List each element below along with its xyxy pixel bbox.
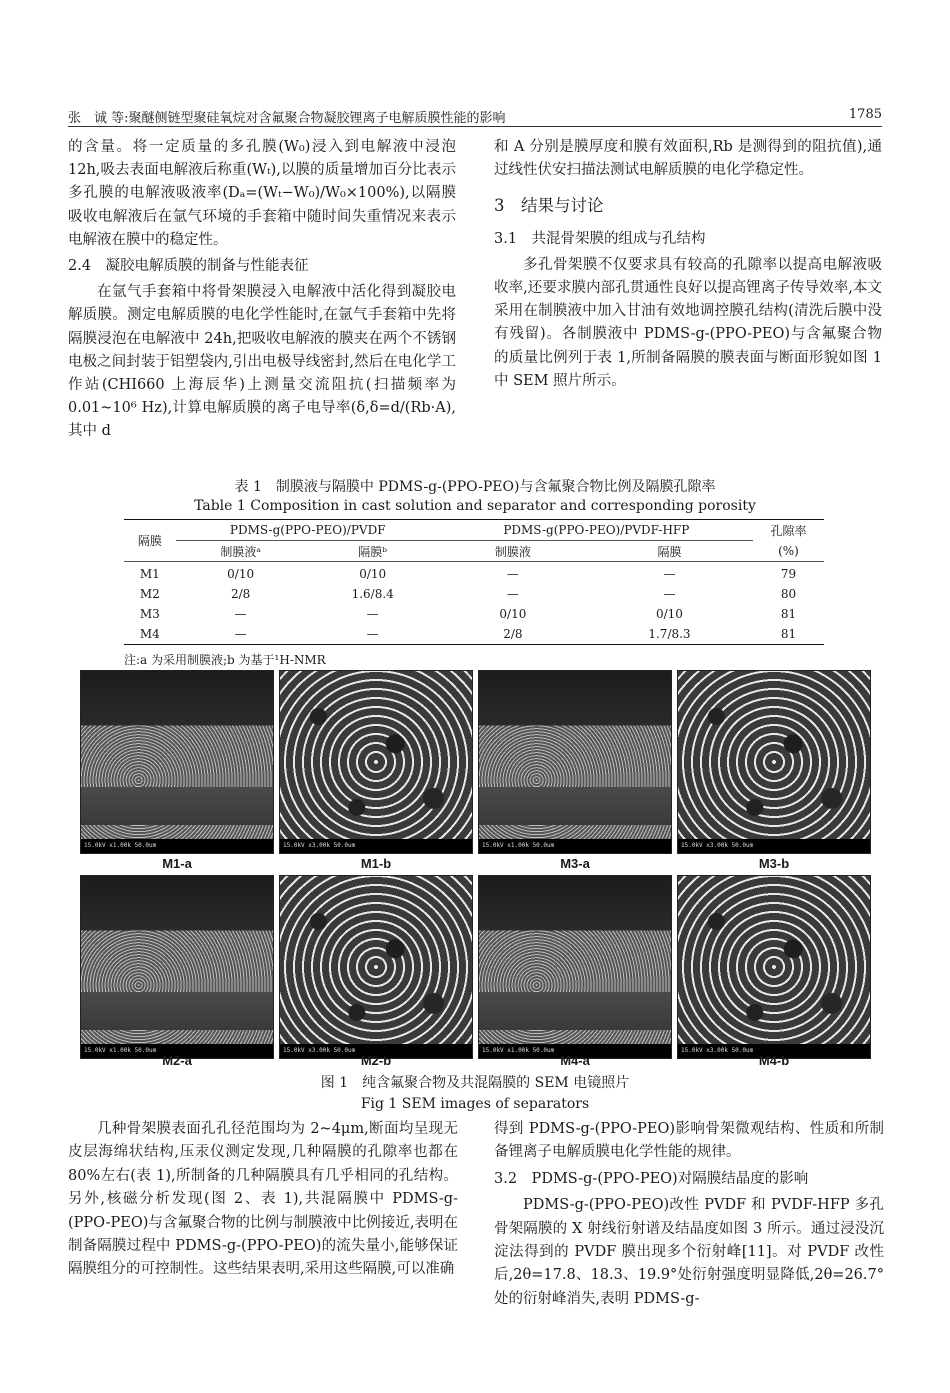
table-cell: 81 [780, 627, 797, 641]
panel-label: M3-a [560, 856, 590, 871]
page-number: 1785 [848, 107, 882, 122]
table-subheader-unit: (%) [753, 541, 824, 562]
sem-scale-bar: 15.0kV x1.00k 50.0um [479, 839, 671, 853]
table-cell: 0/10 [655, 607, 683, 621]
table-cell: 0/10 [227, 567, 255, 581]
table-cell: — [366, 607, 379, 621]
paragraph: 几种骨架膜表面孔孔径范围均为 2~4μm,断面均呈现无皮层海绵状结构,压汞仪测定发现,几种隔膜的孔隙率也都在 80%左右(表 1),所制备的几种隔膜具有几乎相同的孔结构。另外,核磁分析发现(图 2、表 1),共混隔膜中 PDMS-g-(PPO-PEO)与含氟聚合物的比例与制膜液中比例接近,表明在制备隔膜过程中 PDMS-g-(PPO-PEO)的流失量小,能够保证隔膜组分的可控制性。这些结果表明,采用这些隔膜,可以准确 [68, 1121, 458, 1278]
table-cell: — [506, 587, 519, 601]
table-cell: 80 [780, 587, 797, 601]
table-subheader: 隔膜 [586, 541, 753, 562]
table-row [124, 624, 824, 645]
table-subheader: 制膜液ᵃ [176, 541, 306, 562]
panel-label: M4-b [758, 1053, 790, 1068]
table-cell: 81 [780, 607, 797, 621]
section-heading-3-1: 3.1 共混骨架膜的组成与孔结构 [494, 230, 706, 247]
substrate-band [479, 787, 671, 825]
sem-scale-bar: 15.0kV x3.00k 50.0um [678, 839, 870, 853]
table-row [124, 584, 824, 604]
table-caption-en: Table 1 Composition in cast solution and separator and corresponding porosity [194, 498, 756, 514]
sem-image-m2-b [279, 875, 473, 1059]
table-cell: M2 [139, 587, 160, 601]
table-cell: — [366, 627, 379, 641]
paragraph: 得到 PDMS-g-(PPO-PEO)影响骨架微观结构、性质和所制备锂离子电解质膜电化学性能的规律。 [494, 1121, 884, 1161]
sem-scale-bar: 15.0kV x3.00k 50.0um [678, 1044, 870, 1058]
substrate-band [81, 992, 273, 1030]
top-left-column [68, 136, 456, 444]
table-row [124, 604, 824, 624]
table-header-membrane: 隔膜 [124, 520, 176, 562]
bottom-left-column [68, 1118, 458, 1282]
panel-label: M4-a [560, 1053, 590, 1068]
panel-label: M3-b [758, 856, 790, 871]
sem-image-m4-b [677, 875, 871, 1059]
table-cell: — [663, 567, 676, 581]
paragraph: 和 A 分别是膜厚度和膜有效面积,Rb 是测得到的阻抗值),通过线性伏安扫描法测试电解质膜的电化学稳定性。 [494, 139, 882, 179]
sem-image-m1-b [279, 670, 473, 854]
table-cell: — [663, 587, 676, 601]
sem-image-m3-b [677, 670, 871, 854]
table-cell: — [506, 567, 519, 581]
table-cell: M1 [139, 567, 160, 581]
panel-label: M2-b [360, 1053, 392, 1068]
substrate-band [479, 992, 671, 1030]
sem-scale-bar: 15.0kV x1.00k 50.0um [479, 1044, 671, 1058]
table-1 [124, 519, 824, 645]
table-cell: — [234, 607, 247, 621]
table-note: 注:a 为采用制膜液;b 为基于¹H-NMR [124, 653, 326, 667]
panel-label: M1-b [360, 856, 392, 871]
table-cell: 1.6/8.4 [351, 587, 394, 601]
table-header-group2: PDMS-g(PPO-PEO)/PVDF-HFP [440, 520, 753, 541]
table-subheader: 制膜液 [440, 541, 586, 562]
table-subheader: 隔膜ᵇ [306, 541, 440, 562]
paragraph: 在氩气手套箱中将骨架膜浸入电解液中活化得到凝胶电解质膜。测定电解质膜的电化学性能时,在氩气手套箱中先将隔膜浸泡在电解液中 24h,把吸收电解液的膜夹在两个不锈钢电极之间封装于铝塑袋内,引出电极导线密封,然后在电化学工作站(CHI660 上海辰华)上测量交流阻抗(扫描频率为 0.01~10⁶ Hz),计算电解质膜的离子电导率(δ,δ=d/(Rb·A),其中 d [68, 284, 456, 440]
table-cell: — [234, 627, 247, 641]
substrate-band [81, 787, 273, 825]
sem-scale-bar: 15.0kV x1.00k 50.0um [81, 839, 273, 853]
table-cell: M3 [139, 607, 160, 621]
sem-scale-bar: 15.0kV x3.00k 50.0um [280, 1044, 472, 1058]
table-cell: 79 [780, 567, 797, 581]
running-header [68, 104, 882, 127]
sem-image-m1-a [80, 670, 274, 854]
header-title: 张 诚 等:聚醚侧链型聚硅氧烷对含氟聚合物凝胶锂离子电解质膜性能的影响 [68, 111, 506, 126]
paragraph: PDMS-g-(PPO-PEO)改性 PVDF 和 PVDF-HFP 多孔骨架隔膜的 X 射线衍射谱及结晶度如图 3 所示。通过浸没沉淀法得到的 PVDF 膜出现多个衍射峰[11]。对 PVDF 改性后,2θ=17.8、18.3、19.9°处衍射强度明显降低,2θ=26.7°处的衍射峰消失,表明 PDMS-g- [494, 1197, 884, 1307]
table-cell: M4 [139, 627, 160, 641]
sem-scale-bar: 15.0kV x1.00k 50.0um [81, 1044, 273, 1058]
table-header-group1: PDMS-g(PPO-PEO)/PVDF [176, 520, 440, 541]
sem-image-m4-a [478, 875, 672, 1059]
table-cell: 2/8 [503, 627, 523, 641]
figure-1-sem-grid [80, 670, 870, 1068]
figure-caption-en: Fig 1 SEM images of separators [360, 1096, 590, 1112]
table-header-porosity: 孔隙率 [770, 523, 807, 538]
sem-scale-bar: 15.0kV x3.00k 50.0um [280, 839, 472, 853]
section-heading-2-4: 2.4 凝胶电解质膜的制备与性能表征 [68, 258, 309, 275]
panel-label: M2-a [162, 1053, 192, 1068]
table-cell: 0/10 [499, 607, 527, 621]
sem-image-m3-a [478, 670, 672, 854]
section-heading-3-2: 3.2 PDMS-g-(PPO-PEO)对隔膜结晶度的影响 [494, 1170, 809, 1187]
section-heading-3: 3 结果与讨论 [494, 196, 604, 216]
paragraph: 的含量。将一定质量的多孔膜(W₀)浸入到电解液中浸泡 12h,吸去表面电解液后称重(Wₜ),以膜的质量增加百分比表示多孔膜的电解液吸液率(Dₐ=(Wₜ−W₀)/W₀×100%),以隔膜吸收电解液后在氩气环境的手套箱中随时间失重情况来表示电解液在膜中的稳定性。 [68, 139, 456, 248]
figure-caption-cn: 图 1 纯含氟聚合物及共混隔膜的 SEM 电镜照片 [320, 1075, 630, 1091]
table-cell: 2/8 [230, 587, 251, 601]
table-row [124, 562, 824, 585]
table-cell: 0/10 [359, 567, 387, 581]
sem-image-m2-a [80, 875, 274, 1059]
top-right-column [494, 136, 882, 393]
panel-label: M1-a [162, 856, 192, 871]
table-caption-cn: 表 1 制膜液与隔膜中 PDMS-g-(PPO-PEO)与含氟聚合物比例及隔膜孔隙率 [234, 479, 716, 495]
paragraph: 多孔骨架膜不仅要求具有较高的孔隙率以提高电解液吸收率,还要求膜内部孔贯通性良好以提高锂离子传导效率,本文采用在制膜液中加入甘油有效地调控膜孔结构(清洗后膜中没有残留)。各制膜液中 PDMS-g-(PPO-PEO)与含氟聚合物的质量比例列于表 1,所制备隔膜的膜表面与断面形貌如图 1 中 SEM 照片所示。 [494, 256, 882, 389]
bottom-right-column [494, 1118, 884, 1311]
table-cell: 1.7/8.3 [648, 627, 691, 641]
